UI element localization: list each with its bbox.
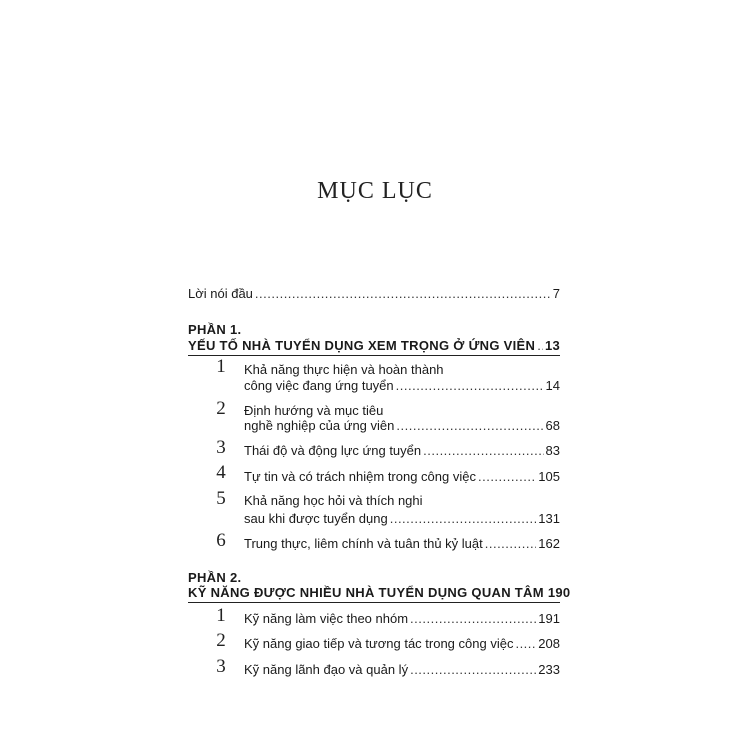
chapter-number: 1 <box>216 356 226 377</box>
toc-page-number: 162 <box>538 536 560 551</box>
chapter-title-line: Kỹ năng làm việc theo nhóm <box>244 611 409 626</box>
chapter-title-line: Kỹ năng giao tiếp và tương tác trong công việc <box>244 636 514 651</box>
dot-leader <box>410 611 536 627</box>
toc-page-number: 131 <box>538 511 560 526</box>
toc-entry-chapter <box>244 511 560 527</box>
dot-leader <box>390 511 537 527</box>
chapter-number: 6 <box>216 530 226 551</box>
chapter-title-line: Trung thực, liêm chính và tuân thủ kỷ luật <box>244 536 483 551</box>
toc-entry-chapter <box>244 611 560 627</box>
dot-leader <box>515 636 536 652</box>
toc-page-number: 208 <box>538 636 560 651</box>
toc-page-number: 14 <box>545 378 560 393</box>
toc-entry-chapter <box>244 418 560 434</box>
toc-page-number: 105 <box>538 469 560 484</box>
chapter-title-line: Khả năng thực hiện và hoàn thành <box>244 362 444 377</box>
chapter-title-line: công việc đang ứng tuyển <box>244 378 394 393</box>
part-label: PHẦN 1. <box>188 322 242 337</box>
chapter-title-line: Khả năng học hỏi và thích nghi <box>244 493 423 508</box>
toc-title: MỤC LỤC <box>317 178 433 204</box>
part-heading <box>188 585 571 601</box>
part-divider <box>188 355 560 356</box>
chapter-title-line: sau khi được tuyển dụng <box>244 511 388 526</box>
toc-entry-chapter <box>244 636 560 652</box>
chapter-title-line: nghề nghiệp của ứng viên <box>244 418 395 433</box>
dot-leader <box>410 662 536 678</box>
toc-page-number: 191 <box>538 611 560 626</box>
chapter-title-line: Tự tin và có trách nhiệm trong công việc <box>244 469 476 484</box>
dot-leader <box>396 378 544 394</box>
part-label: PHẦN 2. <box>188 570 242 585</box>
dot-leader <box>478 469 536 485</box>
part-title: KỸ NĂNG ĐƯỢC NHIỀU NHÀ TUYỂN DỤNG QUAN TÂM <box>188 585 544 600</box>
chapter-number: 3 <box>216 656 226 677</box>
toc-page-number: 7 <box>552 286 560 301</box>
dot-leader <box>255 286 551 302</box>
toc-page-number: 190 <box>547 585 571 600</box>
toc-entry-preface <box>188 286 560 302</box>
dot-leader <box>485 536 537 552</box>
dot-leader <box>537 338 543 354</box>
chapter-number: 1 <box>216 605 226 626</box>
chapter-number: 3 <box>216 437 226 458</box>
toc-page-number: 83 <box>545 443 560 458</box>
chapter-title-line: Kỹ năng lãnh đạo và quản lý <box>244 662 409 677</box>
part-title: YẾU TỐ NHÀ TUYỂN DỤNG XEM TRỌNG Ở ỨNG VIÊN <box>188 338 536 353</box>
toc-entry-chapter <box>244 662 560 678</box>
part-heading <box>188 338 560 354</box>
chapter-title-line: Thái độ và động lực ứng tuyển <box>244 443 422 458</box>
dot-leader <box>423 443 543 459</box>
toc-page-number: 13 <box>544 338 560 353</box>
chapter-number: 2 <box>216 630 226 651</box>
dot-leader <box>396 418 543 434</box>
chapter-number: 5 <box>216 488 226 509</box>
toc-entry-label: Lời nói đầu <box>188 286 253 301</box>
toc-page-number: 233 <box>538 662 560 677</box>
part-divider <box>188 602 560 603</box>
chapter-number: 2 <box>216 398 226 419</box>
toc-page-number: 68 <box>545 418 560 433</box>
chapter-title-line: Định hướng và mục tiêu <box>244 403 384 418</box>
toc-entry-chapter <box>244 536 560 552</box>
toc-entry-chapter <box>244 378 560 394</box>
toc-entry-chapter <box>244 469 560 485</box>
chapter-number: 4 <box>216 462 226 483</box>
toc-entry-chapter <box>244 443 560 459</box>
